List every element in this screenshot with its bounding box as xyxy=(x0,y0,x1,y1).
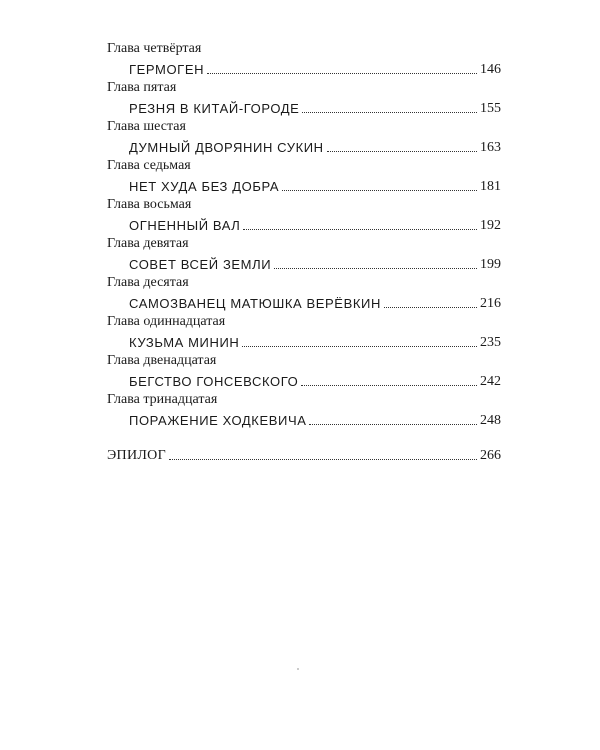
chapter-entry[interactable] xyxy=(107,292,501,313)
chapter-page-number: 155 xyxy=(480,101,501,116)
dot-leader xyxy=(282,190,477,191)
chapter-block xyxy=(107,235,501,274)
chapter-block xyxy=(107,79,501,118)
chapter-entry[interactable] xyxy=(107,97,501,118)
chapter-label: Глава четвёртая xyxy=(107,41,202,56)
epilogue-entry[interactable] xyxy=(107,444,501,465)
chapter-page-number: 248 xyxy=(480,413,501,428)
chapter-label: Глава десятая xyxy=(107,275,189,290)
chapter-label: Глава одиннадцатая xyxy=(107,314,226,329)
dot-leader xyxy=(274,268,477,269)
chapter-page-number: 192 xyxy=(480,218,501,233)
chapter-label: Глава девятая xyxy=(107,236,189,251)
chapter-title: ДУМНЫЙ ДВОРЯНИН СУКИН xyxy=(129,140,324,155)
chapter-page-number: 235 xyxy=(480,335,501,350)
chapter-page-number: 146 xyxy=(480,62,501,77)
chapter-entry[interactable] xyxy=(107,136,501,157)
epilogue-title: ЭПИЛОГ xyxy=(107,448,166,463)
chapter-title: КУЗЬМА МИНИН xyxy=(129,335,240,350)
chapter-block xyxy=(107,157,501,196)
dot-leader xyxy=(207,73,477,74)
dot-leader xyxy=(309,424,477,425)
dot-leader xyxy=(169,459,477,460)
chapter-label: Глава тринадцатая xyxy=(107,392,218,407)
chapter-title: РЕЗНЯ В КИТАЙ-ГОРОДЕ xyxy=(129,101,300,116)
chapter-page-number: 163 xyxy=(480,140,501,155)
chapter-entry[interactable] xyxy=(107,370,501,391)
chapter-title: ГЕРМОГЕН xyxy=(129,62,205,77)
chapter-entry[interactable] xyxy=(107,58,501,79)
chapter-label: Глава седьмая xyxy=(107,158,191,173)
chapter-page-number: 199 xyxy=(480,257,501,272)
page-mark xyxy=(297,668,299,670)
chapter-block xyxy=(107,313,501,352)
chapter-label: Глава восьмая xyxy=(107,197,192,212)
chapter-block xyxy=(107,352,501,391)
chapter-page-number: 242 xyxy=(480,374,501,389)
dot-leader xyxy=(384,307,477,308)
chapter-page-number: 216 xyxy=(480,296,501,311)
epilogue-page-number: 266 xyxy=(480,448,501,463)
chapter-block xyxy=(107,196,501,235)
chapter-title: СОВЕТ ВСЕЙ ЗЕМЛИ xyxy=(129,257,272,272)
chapter-label: Глава пятая xyxy=(107,80,177,95)
chapter-title: ПОРАЖЕНИЕ ХОДКЕВИЧА xyxy=(129,413,307,428)
dot-leader xyxy=(301,385,477,386)
chapter-entry[interactable] xyxy=(107,331,501,352)
chapter-title: НЕТ ХУДА БЕЗ ДОБРА xyxy=(129,179,280,194)
chapter-list xyxy=(107,40,501,430)
chapter-title: ОГНЕННЫЙ ВАЛ xyxy=(129,218,241,233)
dot-leader xyxy=(242,346,477,347)
chapter-title: БЕГСТВО ГОНСЕВСКОГО xyxy=(129,374,299,389)
chapter-block xyxy=(107,391,501,430)
table-of-contents xyxy=(107,40,501,465)
chapter-block xyxy=(107,274,501,313)
chapter-label: Глава шестая xyxy=(107,119,186,134)
chapter-entry[interactable] xyxy=(107,214,501,235)
chapter-block xyxy=(107,40,501,79)
chapter-label: Глава двенадцатая xyxy=(107,353,217,368)
dot-leader xyxy=(243,229,477,230)
chapter-entry[interactable] xyxy=(107,253,501,274)
dot-leader xyxy=(327,151,477,152)
chapter-title: САМОЗВАНЕЦ МАТЮШКА ВЕРЁВКИН xyxy=(129,296,381,311)
dot-leader xyxy=(302,112,477,113)
chapter-entry[interactable] xyxy=(107,409,501,430)
chapter-page-number: 181 xyxy=(480,179,501,194)
chapter-block xyxy=(107,118,501,157)
chapter-entry[interactable] xyxy=(107,175,501,196)
